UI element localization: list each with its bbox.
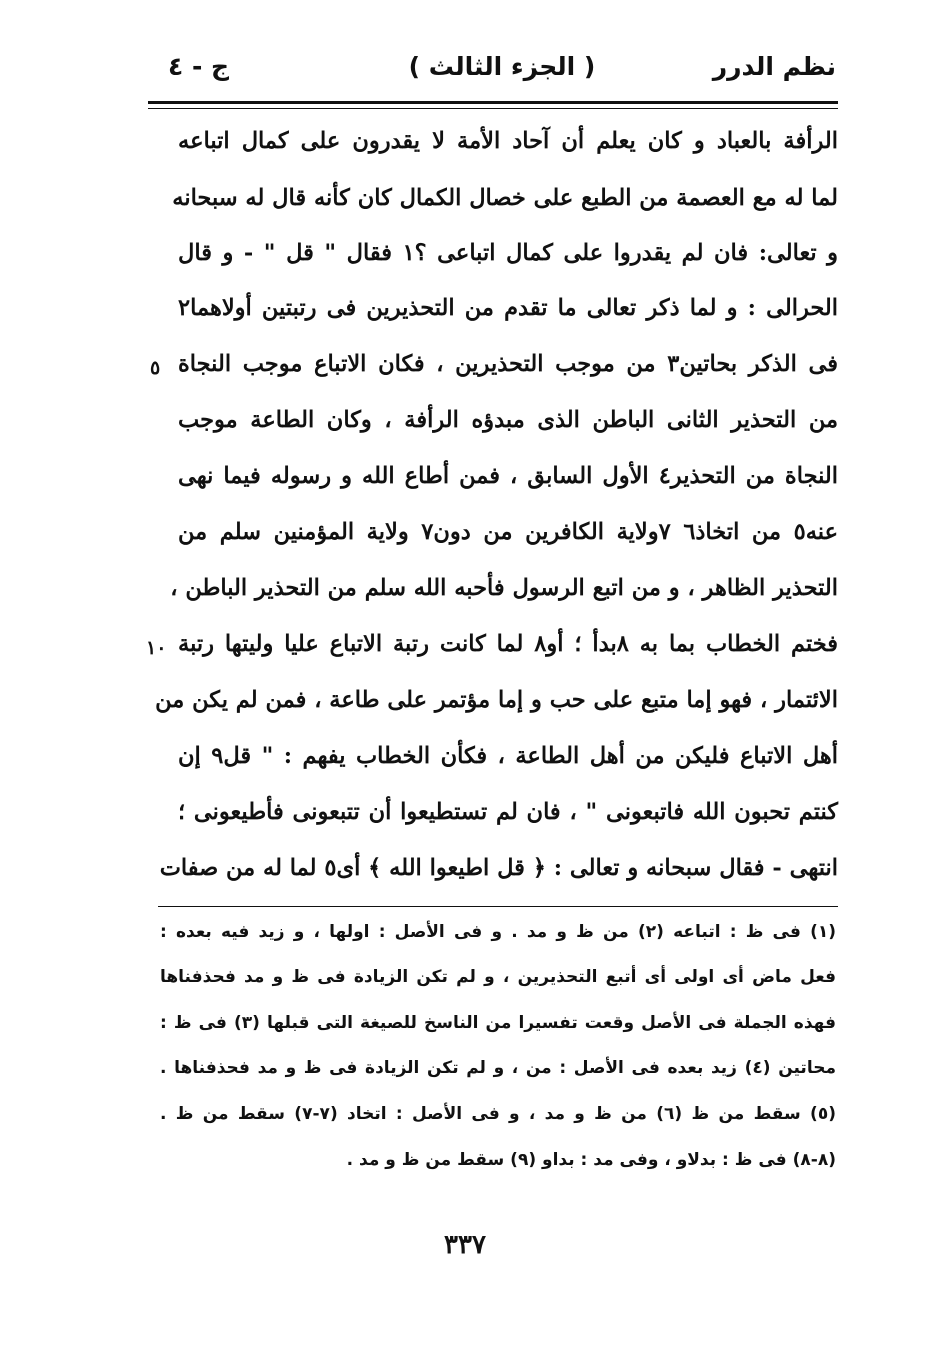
part-label: ( الجزء الثالث ) (408, 52, 596, 81)
running-header (168, 52, 836, 96)
header-rule-thick (148, 101, 838, 104)
text-line: النجاة من التحذير٤ الأول السابق ، فمن أطاع الله و رسوله فيما نهى (178, 463, 838, 489)
line-number-10: ١٠ (146, 637, 167, 659)
footnote-line: (٨-٨) فى ظ : بدلاو ، وفى مد : بداو (٩) سقط من ظ و مد . (346, 1150, 836, 1170)
text-line: و تعالى: فان لم يقدروا على كمال اتباعى ؟١ فقال " قل " - و قال (178, 240, 838, 266)
page-number: ٣٣٧ (444, 1230, 486, 1260)
text-line: عنه٥ من اتخاذ٦ ٧ولاية الكافرين من دون٧ ولاية المؤمنين سلم من (178, 519, 839, 545)
text-line: الائتمار ، فهو إما متبع على حب و إما مؤتمر على طاعة ، فمن لم يكن من (155, 687, 838, 713)
text-line: التحذير الظاهر ، و من اتبع الرسول فأحبه الله سلم من التحذير الباطن ، (170, 575, 838, 601)
text-line: فى الذكر بحاتين٣ من موجب التحذيرين ، فكان الاتباع موجب النجاة (178, 351, 838, 377)
line-number-5: ٥ (150, 357, 161, 379)
text-line: انتهى - فقال سبحانه و تعالى : ﴿ قل اطيعوا الله ﴾ أى٥ لما له من صفات (159, 855, 838, 881)
footnote-line: (١) فى ظ : اتباعه (٢) من ظ و مد . و فى الأصل : اولها ، و زيد فيه بعده : (160, 922, 837, 942)
text-line: لما له مع العصمة من الطبع على خصال الكمال كان كأنه قال له سبحانه (172, 185, 838, 211)
footnote-line: فهذه الجملة فى الأصل وقعت تفسيرا من الناسخ للصيغة التى قبلها (٣) فى ظ : (160, 1013, 837, 1033)
footnote-rule (158, 906, 838, 907)
text-line: فختم الخطاب بما به ٨بدأ ؛ أو٨ لما كانت رتبة الاتباع عليا وليتها رتبة (178, 631, 839, 657)
text-line: الرأفة بالعباد و كان يعلم أن آحاد الأمة لا يقدرون على كمال اتباعه (178, 128, 838, 154)
book-title: نظم الدرر (712, 52, 836, 81)
text-line: الحرالى : و لما ذكر تعالى ما تقدم من التحذيرين فى رتبتين أولاهما٢ (178, 295, 838, 321)
volume-label: ج - ٤ (168, 52, 230, 81)
text-line: كنتم تحبون الله فاتبعونى " ، فان لم تستطيعوا أن تتبعونى فأطيعونى ؛ (178, 799, 838, 825)
header-rule-thin (148, 108, 838, 109)
footnote-line: فعل ماض أى اولى أى أتبع التحذيرين ، و لم تكن الزيادة فى ظ و مد فحذفناها (160, 967, 836, 987)
footnote-line: (٥) سقط من ظ (٦) من ظ و مد ، و فى الأصل : اتخاد (٧-٧) سقط من ظ . (160, 1104, 836, 1124)
footnote-line: محاتين (٤) زيد بعده فى الأصل : من ، و لم تكن الزيادة فى ظ و مد فحذفناها . (160, 1058, 836, 1078)
text-line: من التحذير الثانى الباطن الذى مبدؤه الرأفة ، وكان الطاعة موجب (178, 407, 838, 433)
text-line: أهل الاتباع فليكن من أهل الطاعة ، فكأن الخطاب يفهم : " قل٩ إن (178, 743, 839, 769)
